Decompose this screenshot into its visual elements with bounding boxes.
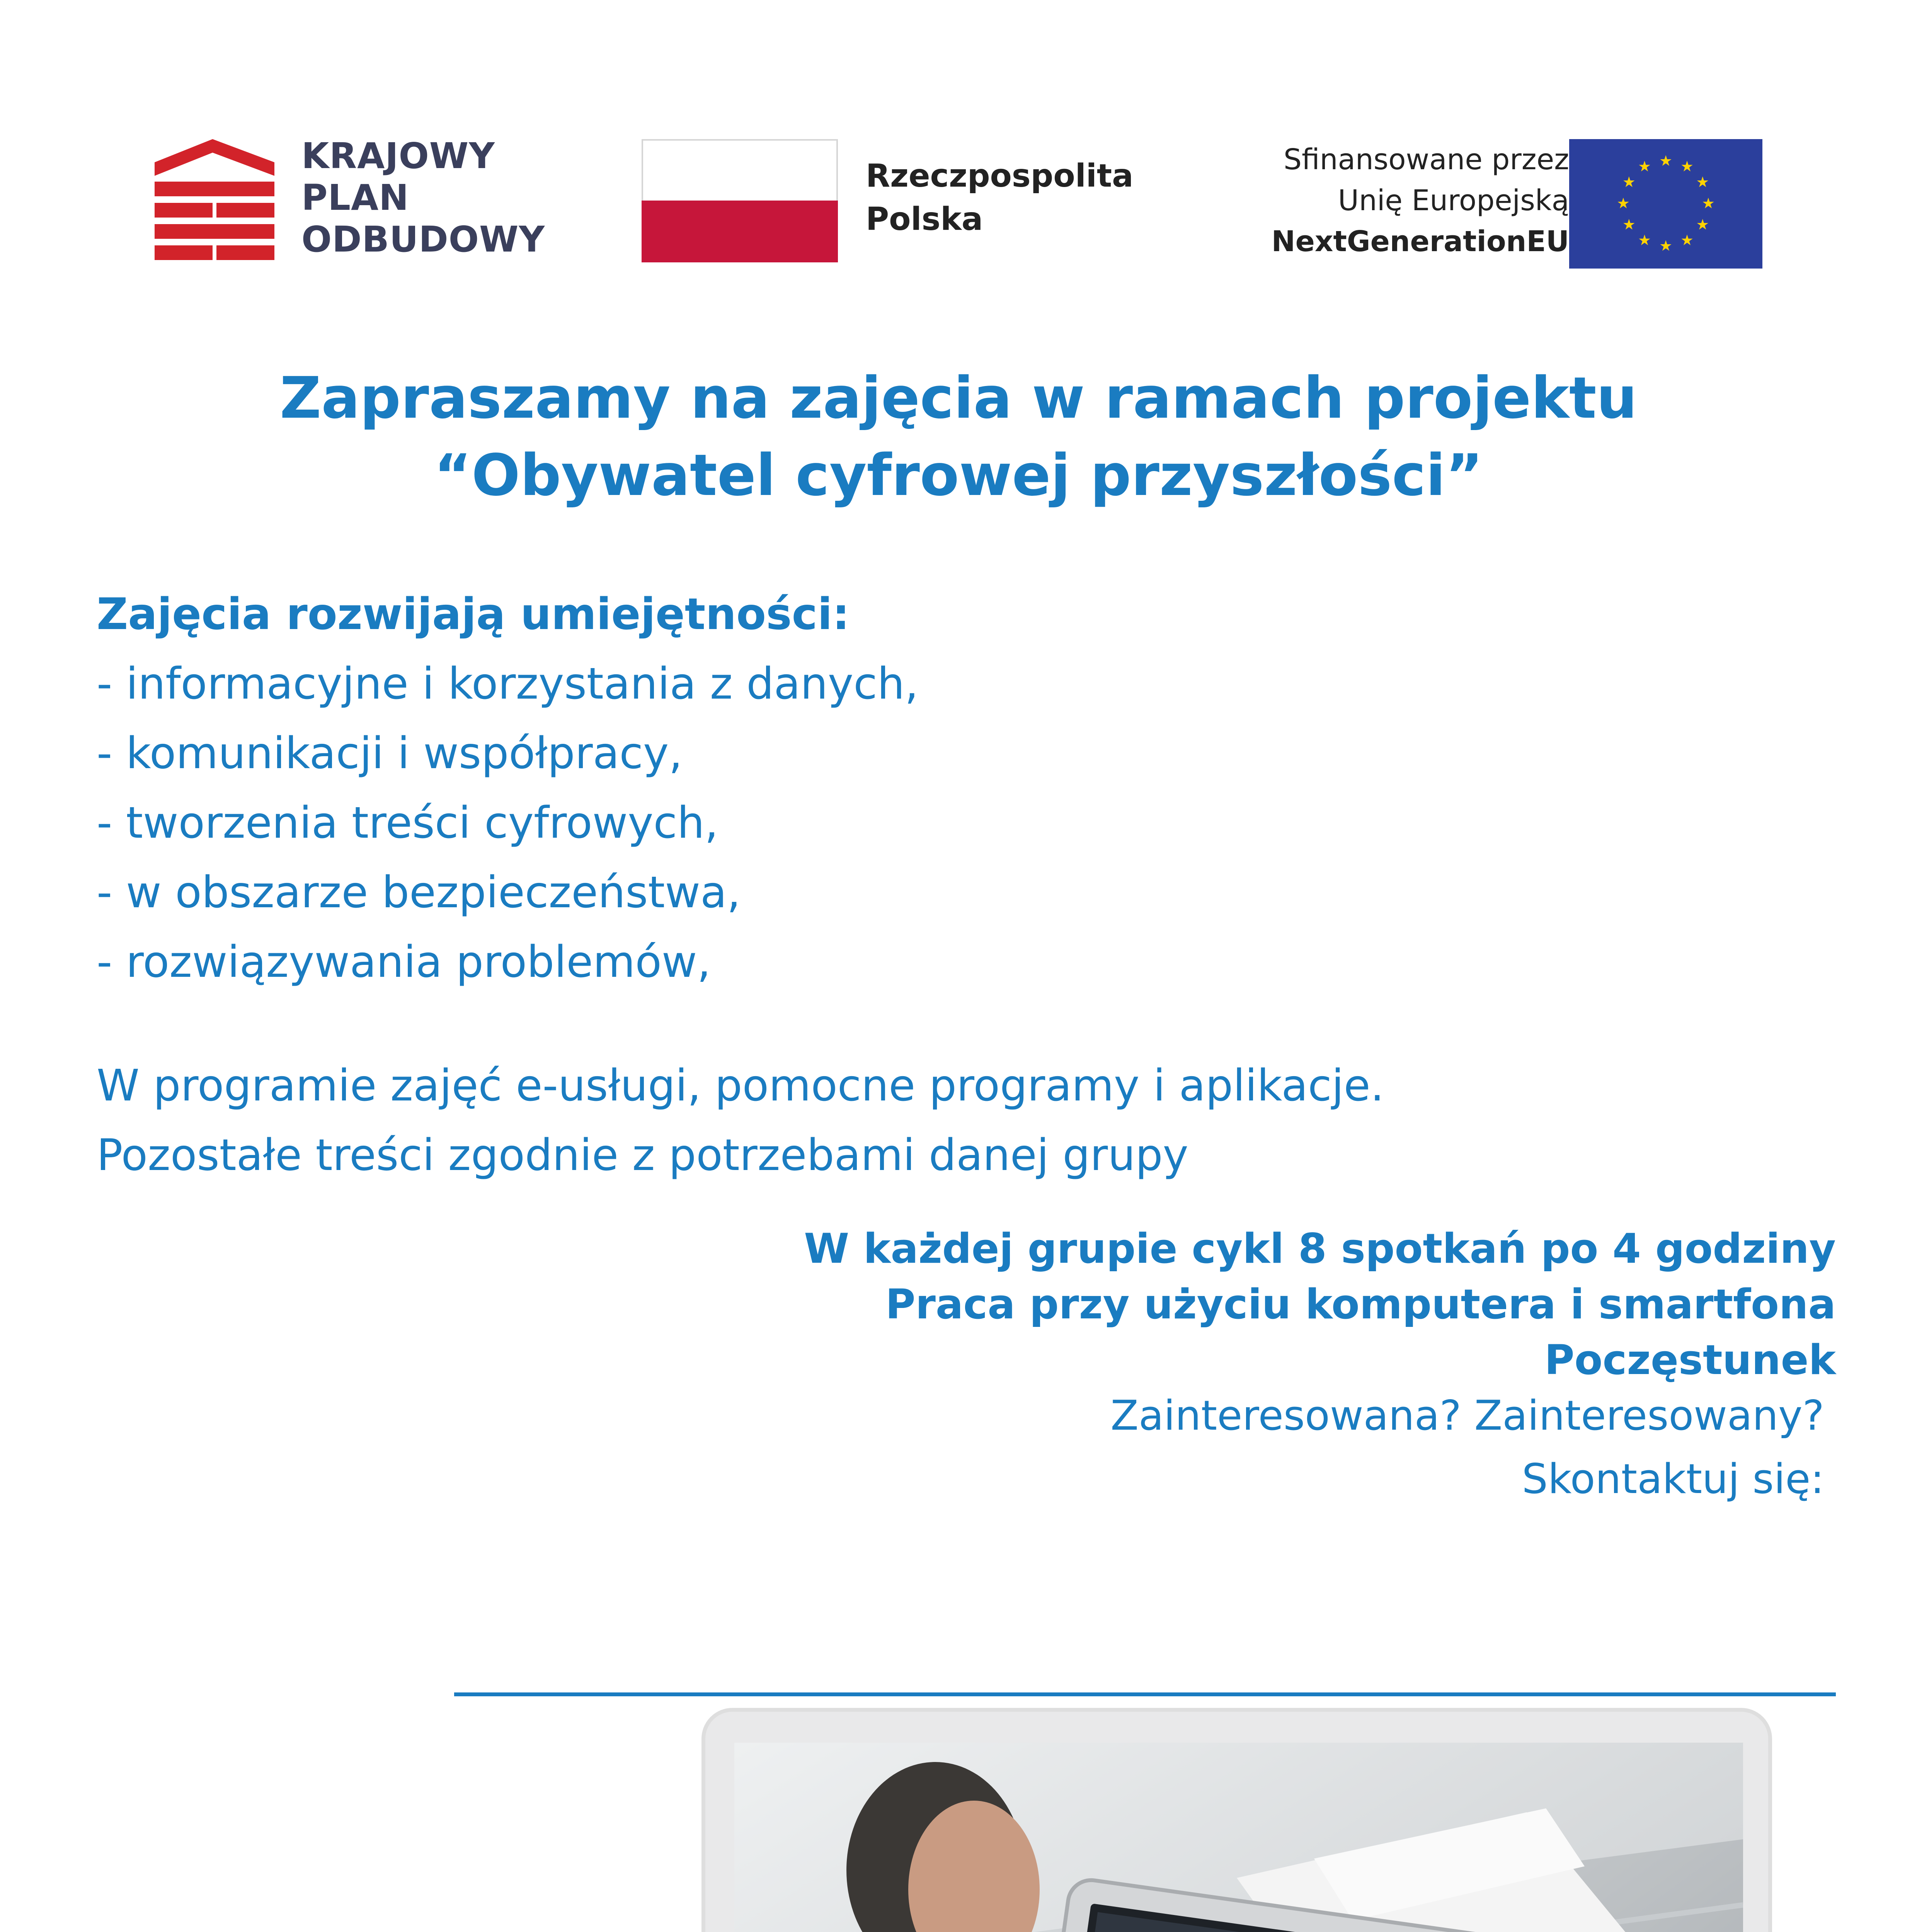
eu-line-1: Sfinansowane przez — [1284, 143, 1569, 176]
rp-line-2: Polska — [866, 201, 983, 238]
eu-star-icon: ★ — [1696, 217, 1709, 233]
eu-star-icon: ★ — [1622, 174, 1636, 190]
eu-line-3: NextGenerationEU — [1271, 225, 1569, 258]
eu-star-icon: ★ — [1701, 196, 1715, 212]
details-devices: Praca przy użyciu komputera i smartfona — [885, 1281, 1836, 1328]
kpo-line-2: PLAN — [301, 177, 409, 218]
program-line-2: Pozostałe treści zgodnie z potrzebami danej grupy — [97, 1130, 1188, 1180]
poland-flag-icon — [642, 139, 838, 202]
details-contact: Skontaktuj się: — [1522, 1455, 1824, 1503]
skill-item: - rozwiązywania problemów, — [97, 937, 711, 987]
poland-flag-red — [642, 201, 838, 262]
eu-star-icon: ★ — [1659, 238, 1673, 254]
eu-flag-icon — [1569, 139, 1762, 269]
photo-scene — [734, 1743, 1743, 1932]
eu-star-icon: ★ — [1638, 158, 1651, 175]
kpo-emblem-icon — [155, 139, 274, 267]
eu-star-icon: ★ — [1616, 196, 1630, 212]
divider-top — [454, 1692, 1836, 1696]
skill-item: - informacyjne i korzystania z danych, — [97, 659, 919, 709]
skill-item: - komunikacji i współpracy, — [97, 728, 683, 779]
eu-star-icon: ★ — [1680, 158, 1694, 175]
eu-line-2: Unię Europejską — [1338, 184, 1569, 217]
eu-star-icon: ★ — [1680, 232, 1694, 249]
eu-star-icon: ★ — [1622, 217, 1636, 233]
details-cycle: W każdej grupie cykl 8 spotkań po 4 godziny — [804, 1225, 1836, 1272]
page-title — [0, 359, 1917, 514]
skills-heading: Zajęcia rozwijają umiejętności: — [97, 589, 850, 639]
kpo-line-1: KRAJOWY — [301, 135, 495, 177]
program-section — [97, 1051, 1384, 1190]
skill-item: - tworzenia treści cyfrowych, — [97, 798, 718, 848]
tablet-photo — [734, 1743, 1743, 1932]
skills-section — [97, 580, 918, 997]
title-line-2: “Obywatel cyfrowej przyszłości” — [434, 442, 1483, 509]
kpo-line-3: ODBUDOWY — [301, 219, 545, 260]
details-section — [804, 1221, 1836, 1507]
kpo-logo — [155, 135, 580, 270]
eu-star-icon: ★ — [1659, 153, 1673, 169]
eu-star-icon: ★ — [1638, 232, 1651, 249]
rp-line-1: Rzeczpospolita — [866, 158, 1134, 194]
skill-item: - w obszarze bezpieczeństwa, — [97, 867, 741, 918]
program-line-1: W programie zajęć e-usługi, pomocne programy i aplikacje. — [97, 1061, 1384, 1111]
details-interested: Zainteresowana? Zainteresowany? — [1110, 1392, 1824, 1439]
eu-star-icon: ★ — [1696, 174, 1709, 190]
poland-logo — [642, 139, 1163, 270]
details-refreshments: Poczęstunek — [1544, 1336, 1836, 1384]
title-line-1: Zapraszamy na zajęcia w ramach projektu — [279, 365, 1638, 431]
eu-logo — [1198, 139, 1778, 270]
